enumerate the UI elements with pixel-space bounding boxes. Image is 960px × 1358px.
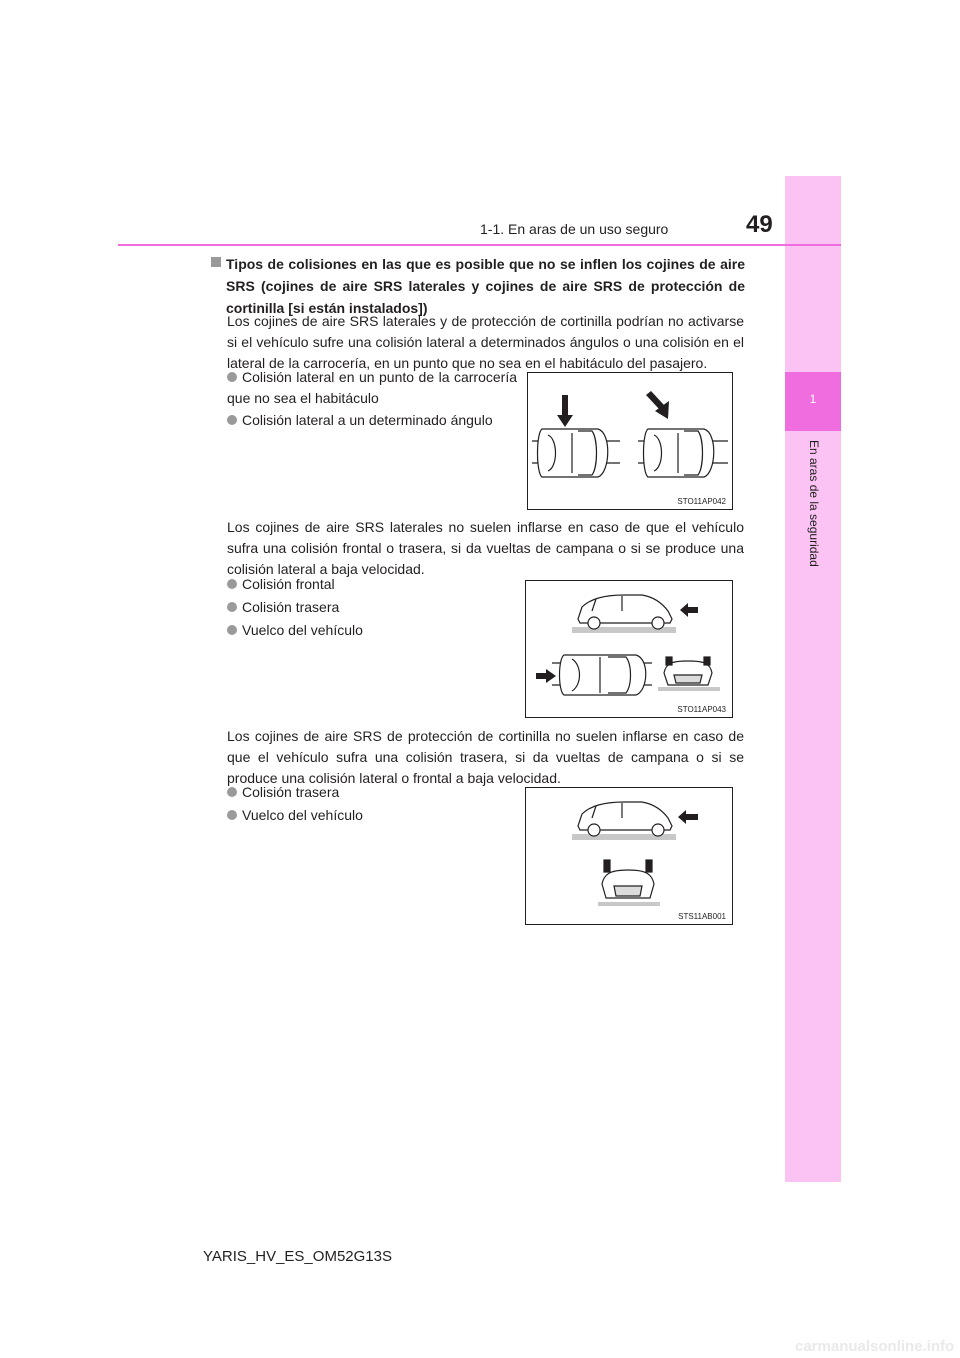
bullet-text: Colisión trasera <box>242 784 340 800</box>
chapter-tab <box>785 176 841 1182</box>
heading-text: Tipos de colisiones en las que es posible que no se inflen los cojines de aire SRS (cojines de aire SRS laterales y cojines de aire SRS de protección de cortinilla [si están instalados]) <box>226 256 745 316</box>
bullet-text: Vuelco del vehículo <box>242 807 363 823</box>
chapter-number: 1 <box>809 392 817 406</box>
bullet-item <box>227 367 517 409</box>
bullet-text: Colisión lateral en un punto de la carrocería que no sea el habitáculo <box>227 369 517 406</box>
page-number: 49 <box>746 211 773 238</box>
watermark: carmanualsonline.info <box>795 1338 955 1355</box>
figure-code: STS11AB001 <box>678 912 726 921</box>
figure-code: STO11AP043 <box>677 705 726 714</box>
bullet-text: Colisión lateral a un determinado ángulo <box>242 412 493 428</box>
header-rule <box>118 244 841 246</box>
paragraph-2: Los cojines de aire SRS laterales no suelen inflarse en caso de que el vehículo sufra una colisión frontal o trasera, si da vueltas de campana o si se produce una colisión lateral a baja velocidad. <box>227 519 744 577</box>
bullet-item <box>227 574 335 595</box>
figure-side-collision <box>527 372 733 510</box>
section-title: 1-1. En aras de un uso seguro <box>480 221 669 237</box>
bullet-text: Vuelco del vehículo <box>242 622 363 638</box>
bullet-dot-icon <box>227 625 237 635</box>
bullet-item <box>227 410 493 431</box>
paragraph-3: Los cojines de aire SRS de protección de cortinilla no suelen inflarse en caso de que el vehículo sufra una colisión trasera, si da vueltas de campana o si se produce una colisión lateral o frontal a baja velocidad. <box>227 728 744 786</box>
bullet-dot-icon <box>227 579 237 589</box>
bullet-item <box>227 620 363 641</box>
bullet-item <box>227 597 339 618</box>
side-collision-illustration <box>528 373 734 511</box>
bullet-dot-icon <box>227 372 237 382</box>
paragraph-1: Los cojines de aire SRS laterales y de protección de cortinilla podrían no activarse si el vehículo sufre una colisión lateral a determinados ángulos o una colisión en el lateral de la carrocería, en un punto que no sea en el habitáculo del pasajero. <box>227 313 744 371</box>
bullet-dot-icon <box>227 415 237 425</box>
bullet-dot-icon <box>227 787 237 797</box>
figure-code: STO11AP042 <box>677 497 726 506</box>
bullet-dot-icon <box>227 602 237 612</box>
bullet-item <box>227 782 339 803</box>
bullet-item <box>227 805 363 826</box>
bullet-text: Colisión trasera <box>242 599 340 615</box>
rear-rollover-illustration <box>526 788 734 926</box>
footer-document-code: YARIS_HV_ES_OM52G13S <box>203 1248 392 1265</box>
bullet-text: Colisión frontal <box>242 576 335 592</box>
frontal-rear-rollover-illustration <box>526 581 734 719</box>
chapter-label: En aras de la seguridad <box>807 440 821 567</box>
figure-frontal-rear-rollover <box>525 580 733 718</box>
bullet-dot-icon <box>227 810 237 820</box>
figure-rear-rollover <box>525 787 733 925</box>
section-heading <box>210 253 745 319</box>
